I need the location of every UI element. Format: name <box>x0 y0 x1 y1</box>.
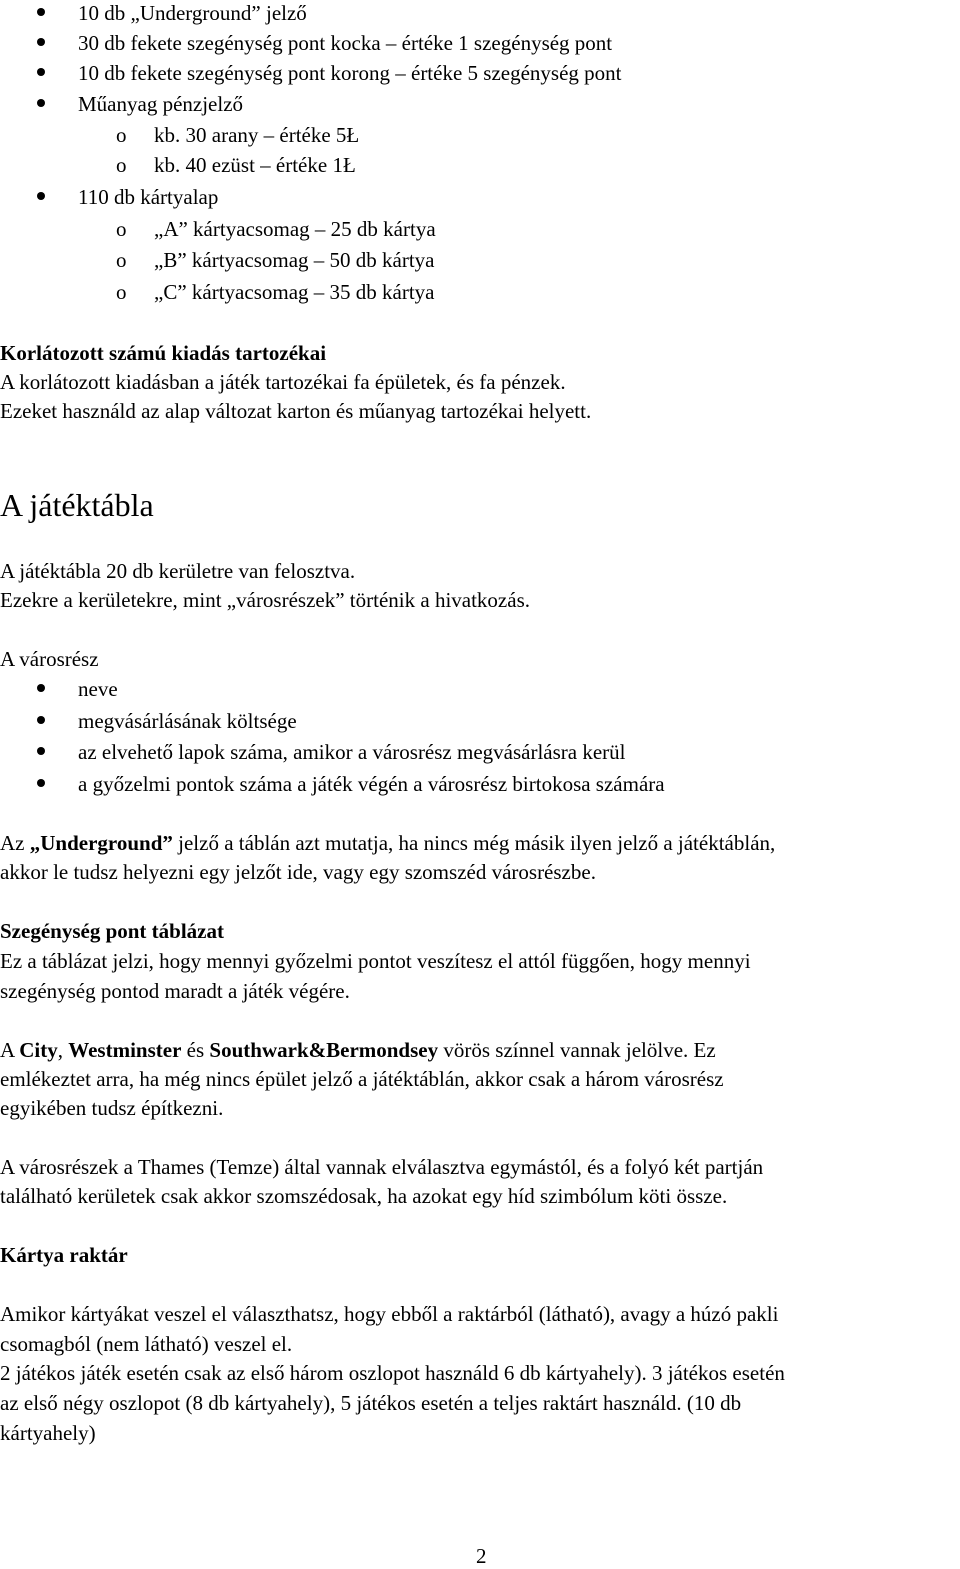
paragraph-line: 2 játékos játék esetén csak az első három oszlopot használd 6 db kártyahely). 3 játékos esetén <box>0 1361 785 1385</box>
underground-term: „Underground” <box>29 831 173 855</box>
sub-list-item: kb. 40 ezüst – értéke 1Ł <box>154 153 356 177</box>
limited-edition-heading: Korlátozott számú kiadás tartozékai <box>0 341 327 365</box>
paragraph-line: szegénység pontod maradt a játék végére. <box>0 979 350 1003</box>
text-span: vörös színnel vannak jelölve. Ez <box>438 1038 716 1062</box>
bullet-icon <box>37 8 45 16</box>
paragraph-line: akkor le tudsz helyezni egy jelzőt ide, vagy egy szomszéd városrészbe. <box>0 860 596 884</box>
bullet-icon <box>37 68 45 76</box>
bullet-icon <box>37 99 45 107</box>
paragraph-line: csomagból (nem látható) veszel el. <box>0 1332 293 1356</box>
sub-list-item: kb. 30 arany – értéke 5Ł <box>154 123 360 147</box>
district-name: City <box>19 1038 58 1062</box>
list-item: a győzelmi pontok száma a játék végén a városrész birtokosa számára <box>78 772 665 796</box>
sub-list-item: „A” kártyacsomag – 25 db kártya <box>154 217 436 241</box>
sub-bullet-marker: o <box>116 248 127 272</box>
list-item: neve <box>78 677 118 701</box>
paragraph-line: az első négy oszlopot (8 db kártyahely), 5 játékos esetén a teljes raktárt használd. (10 db <box>0 1391 742 1415</box>
paragraph-line: egyikében tudsz építkezni. <box>0 1096 224 1120</box>
list-item: az elvehető lapok száma, amikor a városrész megvásárlásra kerül <box>78 740 626 764</box>
paragraph-line: A játéktábla 20 db kerületre van felosztva. <box>0 559 356 583</box>
bullet-icon <box>37 779 45 787</box>
district-name: Westminster <box>68 1038 182 1062</box>
bullet-icon <box>37 684 45 692</box>
district-name: Southwark&Bermondsey <box>209 1038 439 1062</box>
bullet-icon <box>37 716 45 724</box>
paragraph-line: Amikor kártyákat veszel el választhatsz, hogy ebből a raktárból (látható), avagy a húzó pakli <box>0 1302 779 1326</box>
list-item: Műanyag pénzjelző <box>78 92 244 116</box>
sub-bullet-marker: o <box>116 217 127 241</box>
paragraph-line: A korlátozott kiadásban a játék tartozékai fa épületek, és fa pénzek. <box>0 370 566 394</box>
sub-bullet-marker: o <box>116 123 127 147</box>
underground-paragraph-line <box>0 830 775 856</box>
bullet-icon <box>37 192 45 200</box>
paragraph-line: kártyahely) <box>0 1421 96 1445</box>
bullet-icon <box>37 747 45 755</box>
paragraph-line: Ezekre a kerületekre, mint „városrészek” történik a hivatkozás. <box>0 588 530 612</box>
list-item: 30 db fekete szegénység pont kocka – értéke 1 szegénység pont <box>78 31 613 55</box>
paragraph-line: emlékeztet arra, ha még nincs épület jelző a játéktáblán, akkor csak a három városrész <box>0 1067 724 1091</box>
paragraph-line: Ezeket használd az alap változat karton és műanyag tartozékai helyett. <box>0 399 592 423</box>
paragraph-line: A városrészek a Thames (Temze) által vannak elválasztva egymástól, és a folyó két partján <box>0 1155 764 1179</box>
card-store-heading: Kártya raktár <box>0 1243 128 1267</box>
section-title: A játéktábla <box>0 487 154 523</box>
sub-list-item: „C” kártyacsomag – 35 db kártya <box>154 280 435 304</box>
text-span: Az <box>0 831 30 855</box>
district-intro: A városrész <box>0 647 99 671</box>
list-item: megvásárlásának költsége <box>78 709 297 733</box>
paragraph-line: Ez a táblázat jelzi, hogy mennyi győzelmi pontot veszítesz el attól függően, hogy mennyi <box>0 949 751 973</box>
text-span: A <box>0 1038 20 1062</box>
red-districts-paragraph-line <box>0 1037 716 1063</box>
list-item: 10 db „Underground” jelző <box>78 1 307 25</box>
sub-list-item: „B” kártyacsomag – 50 db kártya <box>154 248 435 272</box>
sub-bullet-marker: o <box>116 153 127 177</box>
list-item: 110 db kártyalap <box>78 185 219 209</box>
paragraph-line: található kerületek csak akkor szomszédosak, ha azokat egy híd szimbólum köti össze. <box>0 1184 728 1208</box>
text-span: és <box>181 1038 210 1062</box>
list-item: 10 db fekete szegénység pont korong – értéke 5 szegénység pont <box>78 61 622 85</box>
text-span: jelző a táblán azt mutatja, ha nincs még másik ilyen jelző a játéktáblán, <box>172 831 776 855</box>
page-number: 2 <box>476 1544 487 1568</box>
text-span: , <box>57 1038 69 1062</box>
sub-bullet-marker: o <box>116 280 127 304</box>
poverty-table-heading: Szegénység pont táblázat <box>0 919 224 943</box>
bullet-icon <box>37 38 45 46</box>
